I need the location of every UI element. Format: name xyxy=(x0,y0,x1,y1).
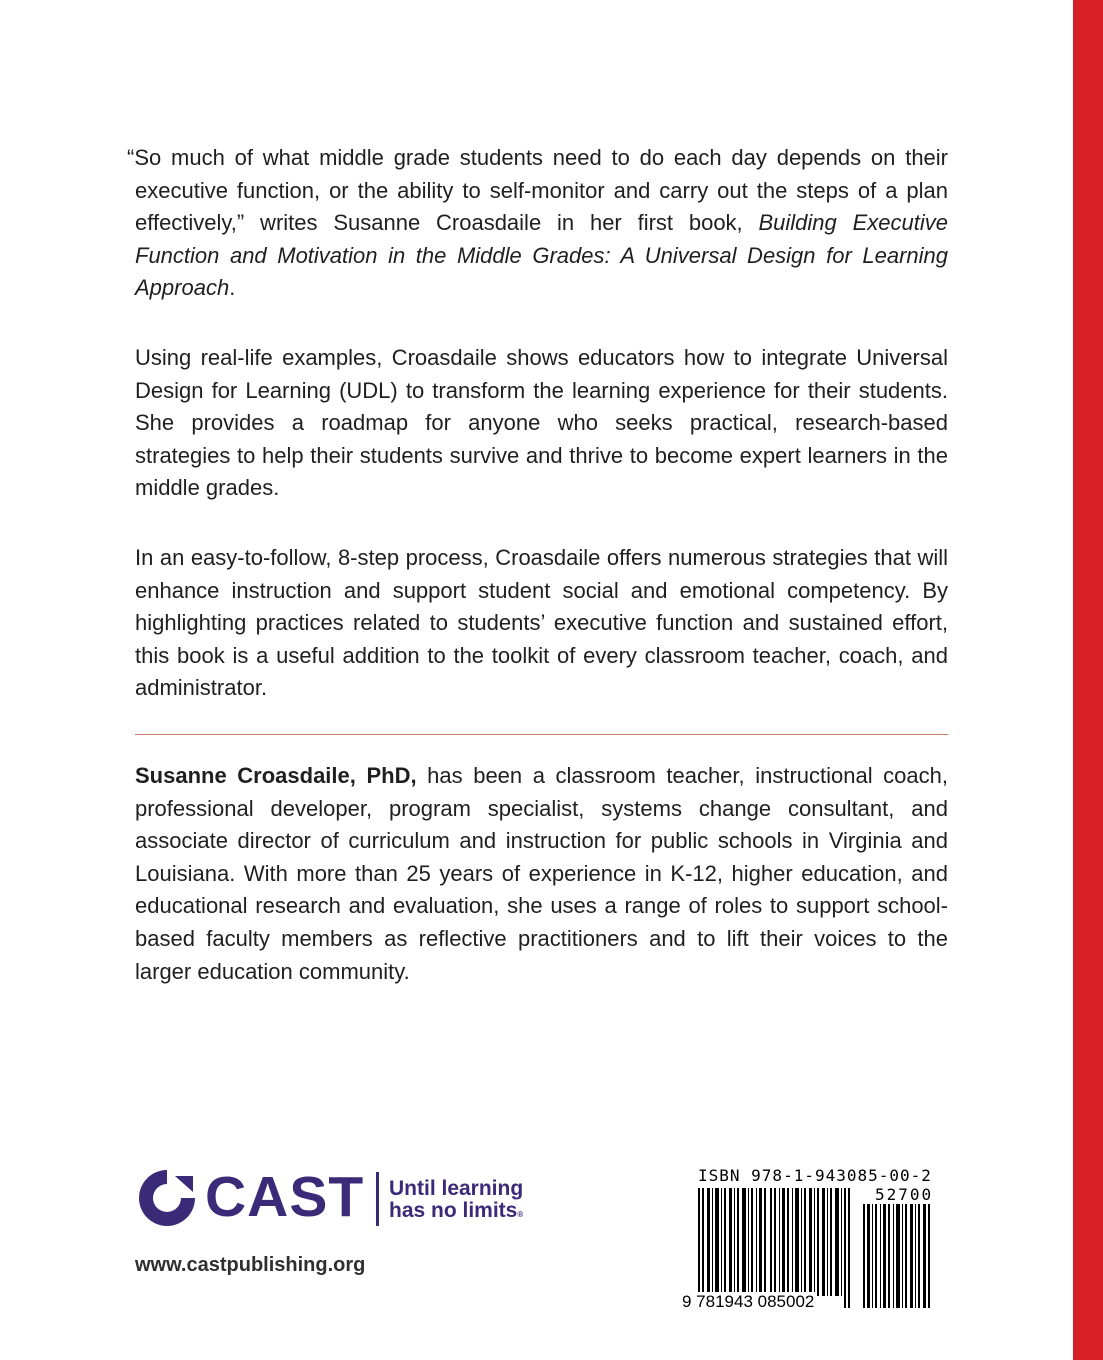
book-title: Building Executive Function and Motivation in the Middle Grades: A Universal Design for Learning Approach xyxy=(135,210,948,301)
quote-text: “So much of what middle grade students need to do each day depends on their executive function, or the ability to self-monitor and carry out the steps of a plan effectively,” writes Susanne Croasdaile in her first book, xyxy=(127,145,948,236)
tagline-line-1: Until learning xyxy=(389,1177,524,1200)
quote-paragraph xyxy=(127,142,948,305)
trademark-mark: ® xyxy=(517,1210,524,1219)
publisher-url[interactable]: www.castpublishing.org xyxy=(135,1254,366,1276)
cast-logo xyxy=(135,1162,535,1232)
isbn-barcode xyxy=(680,1166,950,1326)
ean-barcode-bars xyxy=(698,1188,853,1308)
cast-wordmark: CAST xyxy=(205,1165,365,1229)
price-barcode-bars xyxy=(863,1204,931,1308)
price-code: 52700 xyxy=(875,1185,934,1204)
isbn-number: ISBN 978-1-943085-00-2 xyxy=(698,1166,932,1185)
quote-end: . xyxy=(229,275,236,301)
author-bio-paragraph xyxy=(135,760,948,988)
logo-separator xyxy=(376,1172,379,1226)
description-paragraph-2: In an easy-to-follow, 8-step process, Croasdaile offers numerous strategies that will enhance instruction and support student social and emotional competency. By highlighting practices related to students’ executive function and sustained effort, this book is a useful addition to the toolkit of every classroom teacher, coach, and administrator. xyxy=(135,545,948,701)
barcode-digits: 9 781943 085002 xyxy=(682,1292,815,1311)
author-name: Susanne Croasdaile, PhD, xyxy=(135,763,417,788)
description-paragraph-1: Using real-life examples, Croasdaile shows educators how to integrate Universal Design for Learning (UDL) to transform the learning experience for their students. She provides a roadmap for anyone who seeks practical, research-based strategies to help their students survive and thrive to become expert learners in the middle grades. xyxy=(135,345,948,501)
red-spine-band xyxy=(1073,0,1103,1360)
tagline-line-2: has no limits xyxy=(389,1199,518,1222)
author-bio-text: has been a classroom teacher, instructional coach, professional developer, program specialist, systems change consultant, and associate director of curriculum and instruction for public schools in Virginia and Louisiana. With more than 25 years of experience in K-12, higher education, and educational research and evaluation, she uses a range of roles to support school-based faculty members as reflective practitioners and to lift their voices to the larger education community. xyxy=(135,763,949,984)
cast-logo-mark-icon xyxy=(135,1166,199,1230)
cast-tagline xyxy=(389,1178,523,1222)
section-divider xyxy=(135,734,948,735)
